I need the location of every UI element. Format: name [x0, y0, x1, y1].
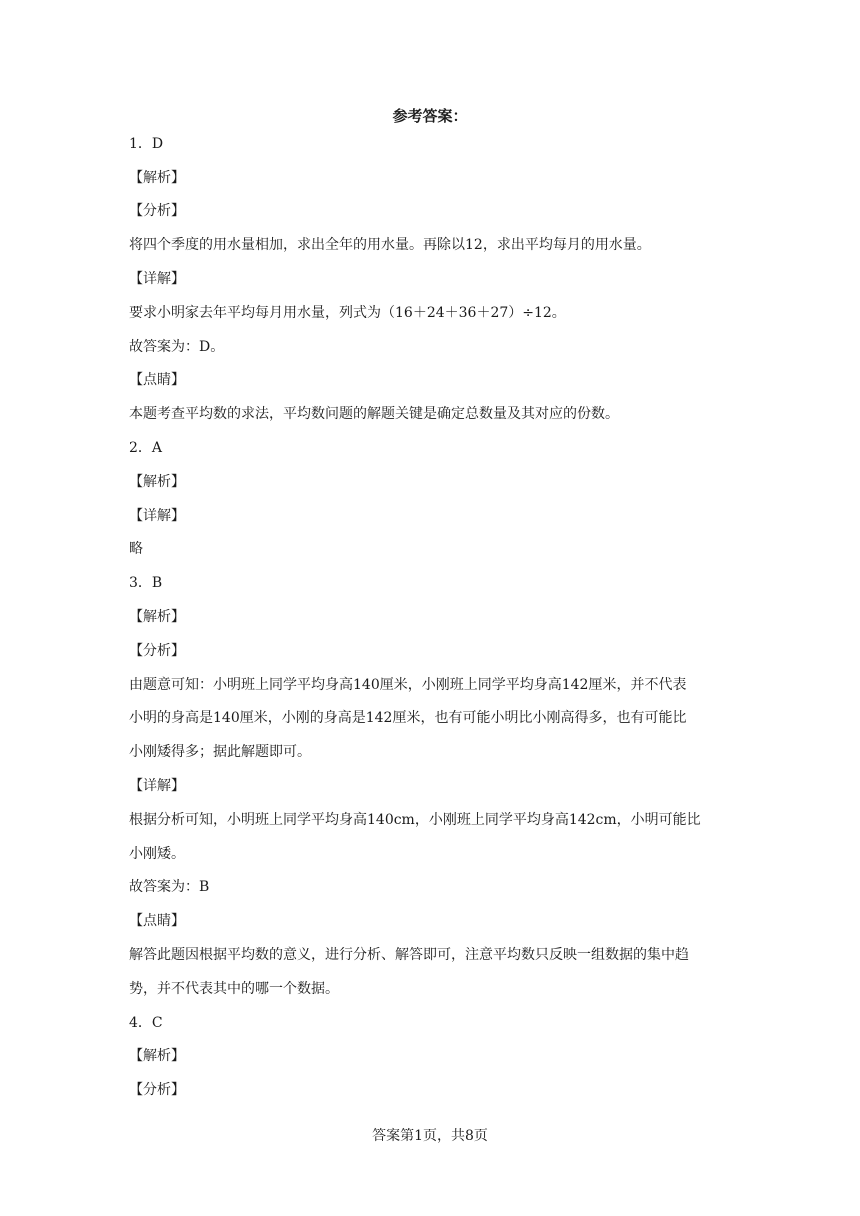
q3-conclusion: 故答案为：B [129, 879, 210, 895]
q3-fenxi-text-line1: 由题意可知：小明班上同学平均身高140厘米，小刚班上同学平均身高142厘米，并不代表 [129, 677, 687, 693]
q3-xiangjie-heading: 【详解】 [129, 778, 185, 794]
q3-xiangjie-text-line2: 小刚矮。 [129, 846, 185, 862]
q1-fenxi-heading: 【分析】 [129, 203, 185, 219]
page-footer: 答案第1页，共8页 [372, 1128, 488, 1144]
q3-jiexi-heading: 【解析】 [129, 609, 185, 625]
q1-jiexi-heading: 【解析】 [129, 170, 185, 186]
q1-fenxi-text: 将四个季度的用水量相加，求出全年的用水量。再除以12，求出平均每月的用水量。 [129, 237, 651, 253]
q2-jiexi-heading: 【解析】 [129, 474, 185, 490]
q2-xiangjie-heading: 【详解】 [129, 508, 185, 524]
q2-answer: 2．A [129, 440, 163, 456]
q1-answer: 1．D [129, 136, 164, 152]
q4-fenxi-heading: 【分析】 [129, 1082, 185, 1098]
answer-title: 参考答案： [392, 107, 468, 125]
q2-xiangjie-text: 略 [129, 541, 143, 557]
q3-dianjing-heading: 【点睛】 [129, 913, 185, 929]
q3-fenxi-text-line3: 小刚矮得多；据此解题即可。 [129, 744, 311, 760]
q4-answer: 4．C [129, 1015, 163, 1031]
q3-answer: 3．B [129, 575, 163, 591]
q3-fenxi-heading: 【分析】 [129, 643, 185, 659]
q3-fenxi-text-line2: 小明的身高是140厘米，小刚的身高是142厘米，也有可能小明比小刚高得多，也有可能比 [129, 710, 687, 726]
q3-dianjing-text-line2: 势，并不代表其中的哪一个数据。 [129, 981, 339, 997]
q4-jiexi-heading: 【解析】 [129, 1048, 185, 1064]
q1-dianjing-heading: 【点睛】 [129, 372, 185, 388]
q1-xiangjie-heading: 【详解】 [129, 271, 185, 287]
q1-dianjing-text: 本题考查平均数的求法，平均数问题的解题关键是确定总数量及其对应的份数。 [129, 406, 619, 422]
q1-xiangjie-text: 要求小明家去年平均每月用水量，列式为（16＋24＋36＋27）÷12。 [129, 305, 566, 321]
q3-xiangjie-text-line1: 根据分析可知，小明班上同学平均身高140cm，小刚班上同学平均身高142cm，小明可能比 [129, 812, 701, 828]
q3-dianjing-text-line1: 解答此题因根据平均数的意义，进行分析、解答即可，注意平均数只反映一组数据的集中趋 [129, 947, 689, 963]
q1-conclusion: 故答案为：D。 [129, 339, 225, 355]
